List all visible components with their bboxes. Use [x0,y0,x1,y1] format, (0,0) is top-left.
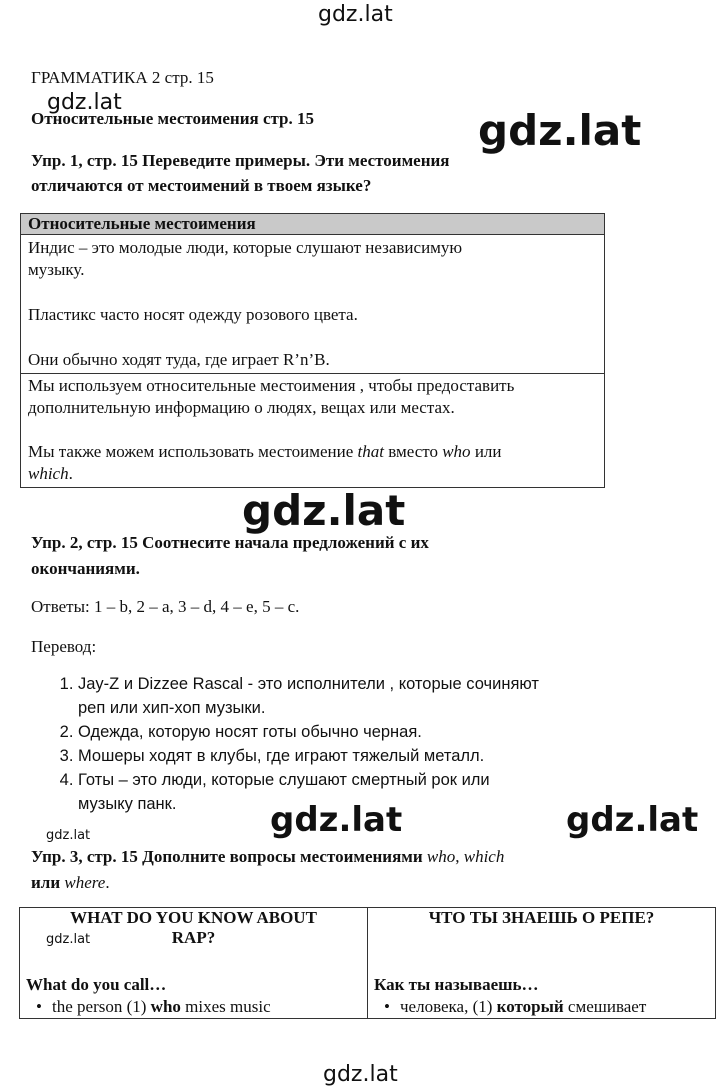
watermark-tiny-left: gdz.lat [46,828,91,843]
ex2-heading-line2: окончаниями. [31,559,140,578]
watermark-mid-center: gdz.lat [270,800,403,840]
right-bullet: • человека, (1) который смешивает [374,996,709,1018]
watermark-bottom: gdz.lat [323,1062,398,1087]
example-b: Пластикс часто носят одежду розового цвета. [28,305,358,324]
rap-table-left [20,908,368,1019]
table-row [20,908,716,1019]
ex3-heading-line1: Упр. 3, стр. 15 Дополните вопросы местоимениями who, which [31,847,505,866]
example-a-line2: музыку. [28,260,85,279]
translation-list [52,672,539,816]
rule1-line1: Мы используем относительные местоимения , чтобы предоставить [28,376,515,395]
watermark-tiny-table: gdz.lat [46,932,91,947]
watermark-mid-right: gdz.lat [566,800,699,840]
ex3-heading [31,844,504,896]
left-title-line2: RAP? [171,928,216,947]
rules-cell [21,373,604,487]
watermark-large-center: gdz.lat [242,486,406,535]
example-c: Они обычно ходят туда, где играет R’n’B. [28,350,330,369]
examples-cell [21,235,604,373]
left-title-line1: WHAT DO YOU KNOW ABOUT [70,908,317,927]
rule2-line2: which. [28,464,73,483]
ex1-heading-line1: Упр. 1, стр. 15 Переведите примеры. Эти местоимения [31,151,450,170]
right-title: ЧТО ТЫ ЗНАЕШЬ О РЕПЕ? [428,908,655,927]
watermark-large-right: gdz.lat [478,106,642,155]
list-item: 2. Одежда, которую носят готы обычно черная. [78,720,539,744]
ex1-heading-line2: отличаются от местоимений в твоем языке? [31,176,372,195]
watermark-top: gdz.lat [318,2,393,27]
ex3-heading-line2: или where. [31,873,110,892]
page-title: ГРАММАТИКА 2 стр. 15 [31,68,214,87]
relative-pronouns-box [20,213,605,488]
box-title: Относительные местоимения [21,214,604,235]
rule1-line2: дополнительную информацию о людях, вещах или местах. [28,398,455,417]
rule2-line1: Мы также можем использовать местоимение that вместо who или [28,442,502,461]
rap-table [19,907,716,1019]
section-title: Относительные местоимения стр. 15 [31,109,315,128]
translation-label: Перевод: [31,637,97,656]
right-question: Как ты называешь… [374,975,539,994]
list-item: 1. Jay-Z и Dizzee Rascal - это исполнители , которые сочиняют реп или хип-хоп музыки. [78,672,539,720]
ex2-answers: Ответы: 1 – b, 2 – a, 3 – d, 4 – e, 5 – c. [31,597,300,616]
watermark-small-left: gdz.lat [47,90,122,115]
example-a-line1: Индис – это молодые люди, которые слушают независимую [28,238,463,257]
ex2-heading [31,530,429,582]
left-question: What do you call… [26,975,167,994]
list-item: 3. Мошеры ходят в клубы, где играют тяжелый металл. [78,744,539,768]
ex1-heading [31,148,449,198]
ex2-heading-line1: Упр. 2, стр. 15 Соотнесите начала предложений с их [31,533,429,552]
left-bullet: • the person (1) who mixes music [26,996,361,1018]
rap-table-right [368,908,716,1019]
list-item: 4. Готы – это люди, которые слушают смертный рок или музыку панк. [78,768,539,816]
